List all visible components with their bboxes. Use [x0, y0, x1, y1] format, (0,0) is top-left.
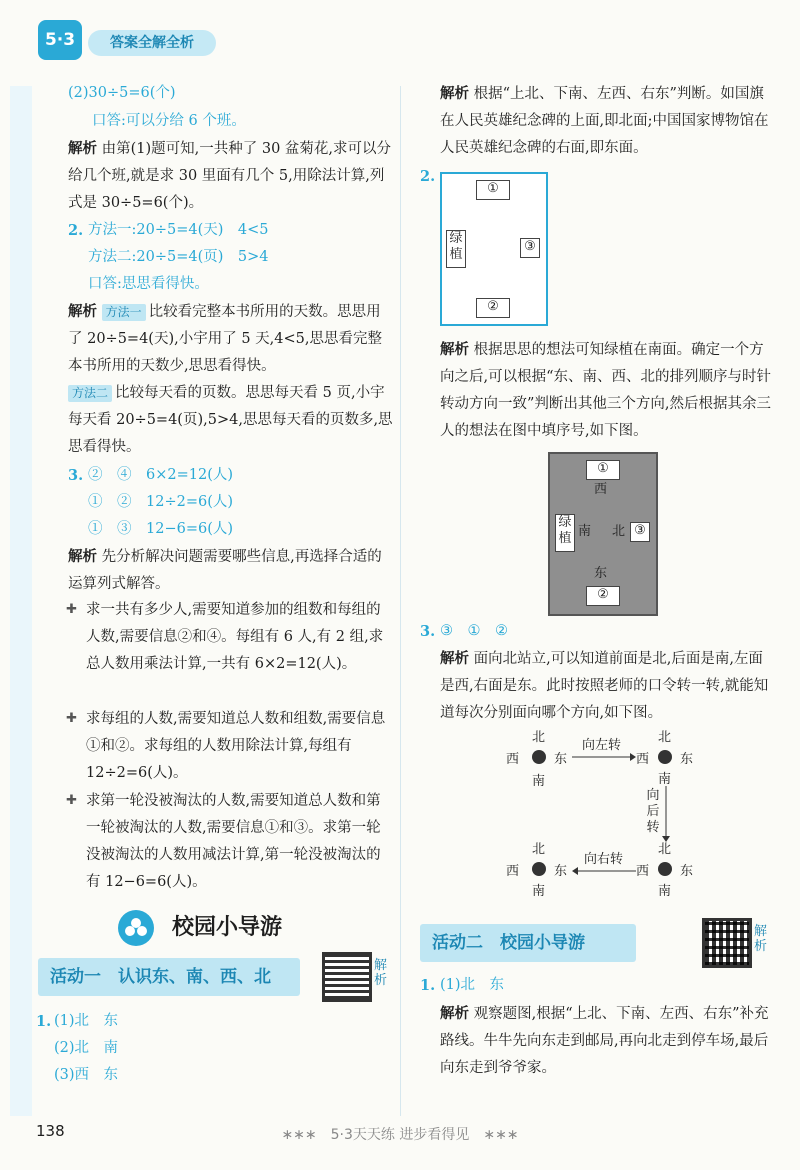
r-ans1-number: 1. — [420, 977, 436, 994]
left-margin-strip — [10, 86, 32, 1116]
arrow-down-icon — [661, 786, 671, 842]
analysis-2b — [68, 380, 393, 461]
section-title: 校园小导游 — [172, 915, 283, 940]
turning-diagram-bottom — [500, 842, 710, 902]
analysis-r3 — [440, 645, 775, 727]
activity-1-banner: 活动一 认识东、南、西、北 — [38, 958, 300, 996]
q3-line3: ① ③ 12−6=6(人) — [88, 521, 234, 537]
q3-number: 3. — [68, 467, 84, 484]
person-icon — [658, 750, 672, 764]
p1-north: 北 — [532, 730, 546, 745]
bullet-2: 求每组的人数,需要知道总人数和组数,需要信息①和②。求每组的人数用除法计算,每组有 12÷2=6(人)。 — [86, 711, 386, 781]
analysis-label: 解析 — [440, 85, 469, 102]
figure-map-1 — [440, 172, 548, 326]
q3-line2: ① ② 12÷2=6(人) — [88, 494, 234, 510]
fig2-east: 东 — [594, 566, 608, 581]
ans1-number: 1. — [36, 1013, 52, 1030]
fig2-right-box: ③ — [630, 522, 650, 542]
turn-back-label: 向后转 — [646, 788, 660, 835]
analysis-text: 根据思思的想法可知绿植在南面。确定一个方向之后,可以根据“东、南、西、北的排列顺序与时针转动方向一致”判断出其他三个方向,然后根据其余三人的想法在图中填序号,如下图。 — [440, 342, 772, 439]
p4-north: 北 — [658, 842, 672, 857]
arrow-left-icon — [572, 866, 636, 876]
analysis-2 — [68, 298, 393, 380]
page-number: 138 — [36, 1122, 65, 1140]
qr-code[interactable] — [322, 952, 372, 1002]
turn-right-label: 向右转 — [584, 852, 624, 867]
figure-map-2 — [548, 452, 658, 616]
q2-method2: 方法二:20÷5=4(页) 5>4 — [88, 249, 269, 265]
p3-east: 东 — [554, 864, 568, 879]
arrow-right-icon — [572, 752, 636, 762]
q2-number: 2. — [68, 222, 84, 239]
p4-east: 东 — [680, 864, 694, 879]
activity-2-banner: 活动二 校园小导游 — [420, 924, 636, 962]
fig2-left-box: 绿植 — [555, 514, 575, 552]
q2-answer: 口答:思思看得快。 — [88, 276, 209, 292]
fig2-north: 北 — [612, 524, 626, 539]
q2-method1: 方法一:20÷5=4(天) 4<5 — [88, 222, 269, 238]
analysis-text: 比较每天看的页数。思思每天看 5 页,小宇每天看 20÷5=4(页),5>4,思思每天看的页数多,思思看得快。 — [68, 385, 393, 455]
analysis-label: 解析 — [440, 1005, 469, 1022]
analysis-text: 比较看完整本书所用的天数。思思用了 20÷5=4(天),小宇用了 5 天,4<5,思思看完整本书所用的天数少,思思看得快。 — [68, 304, 382, 374]
brand-logo: 5·3 — [38, 20, 82, 60]
analysis-text: 根据“上北、下南、左西、右东”判断。如国旗在人民英雄纪念碑的上面,即北面;中国国家博物馆在人民英雄纪念碑的右面,即东面。 — [440, 86, 769, 156]
p4-south: 南 — [658, 884, 672, 899]
p1-west: 西 — [506, 752, 520, 767]
analysis-label: 解析 — [68, 548, 97, 565]
r-q2-number: 2. — [420, 168, 436, 185]
flower-icon — [118, 910, 154, 946]
p3-west: 西 — [506, 864, 520, 879]
plus-bullet-icon: ✚ — [66, 793, 77, 808]
ans1-line3: (3)西 东 — [54, 1067, 119, 1083]
p2-south: 南 — [658, 772, 672, 787]
qr-label: 解析 — [754, 924, 768, 954]
fig2-south: 南 — [578, 524, 592, 539]
analysis-1 — [68, 135, 393, 217]
analysis-label: 解析 — [68, 303, 97, 320]
fig1-top-box: ① — [476, 180, 510, 200]
fig1-right-box: ③ — [520, 238, 540, 258]
p3-north: 北 — [532, 842, 546, 857]
p2-west: 西 — [636, 752, 650, 767]
analysis-text: 先分析解决问题需要哪些信息,再选择合适的运算列式解答。 — [68, 549, 382, 592]
analysis-label: 解析 — [68, 140, 97, 157]
analysis-text: 观察题图,根据“上北、下南、左西、右东”补充路线。牛牛先向东走到邮局,再向北走到停车场,最后向东走到爷爷家。 — [440, 1006, 769, 1076]
analysis-text: 由第(1)题可知,一共种了 30 盆菊花,求可以分给几个班,就是求 30 里面有几个 5,用除法计算,列式是 30÷5=6(个)。 — [68, 141, 392, 211]
analysis-3 — [68, 543, 393, 598]
answer-line: 口答:可以分给 6 个班。 — [92, 113, 246, 129]
p1-east: 东 — [554, 752, 568, 767]
fig1-left-box: 绿植 — [446, 230, 466, 268]
ans1-line2: (2)北 南 — [54, 1040, 119, 1056]
analysis-r0 — [440, 80, 775, 162]
qr-code[interactable] — [702, 918, 752, 968]
turn-left-label: 向左转 — [582, 738, 622, 753]
person-icon — [532, 862, 546, 876]
person-icon — [532, 750, 546, 764]
p1-south: 南 — [532, 774, 546, 789]
column-divider — [400, 86, 401, 1116]
bullet-1: 求一共有多少人,需要知道参加的组数和每组的人数,需要信息②和④。每组有 6 人,有 2 组,求总人数用乘法计算,一共有 6×2=12(人)。 — [86, 602, 384, 672]
method-tag: 方法二 — [68, 385, 112, 402]
header-title: 答案全解全析 — [88, 30, 216, 56]
fig2-west: 西 — [594, 482, 608, 497]
analysis-label: 解析 — [440, 650, 469, 667]
q3-line1: ② ④ 6×2=12(人) — [88, 467, 234, 483]
r-q3-answer: ③ ① ② — [440, 623, 508, 639]
footer-slogan: ∗∗∗ 5·3天天练 进步看得见 ∗∗∗ — [281, 1127, 519, 1143]
calc-line: (2)30÷5=6(个) — [68, 85, 176, 101]
fig2-bottom-box: ② — [586, 586, 620, 606]
plus-bullet-icon: ✚ — [66, 711, 77, 726]
ans1-line1: (1)北 东 — [54, 1013, 119, 1029]
fig2-top-box: ① — [586, 460, 620, 480]
p3-south: 南 — [532, 884, 546, 899]
analysis-r4 — [440, 1000, 775, 1082]
analysis-label: 解析 — [440, 341, 469, 358]
p2-north: 北 — [658, 730, 672, 745]
fig1-bottom-box: ② — [476, 298, 510, 318]
person-icon — [658, 862, 672, 876]
r-ans1: (1)北 东 — [440, 977, 505, 993]
p4-west: 西 — [636, 864, 650, 879]
analysis-text: 面向北站立,可以知道前面是北,后面是南,左面是西,右面是东。此时按照老师的口令转一转,就能知道每次分别面向哪个方向,如下图。 — [440, 651, 769, 721]
p2-east: 东 — [680, 752, 694, 767]
bullet-3: 求第一轮没被淘汰的人数,需要知道总人数和第一轮被淘汰的人数,需要信息①和③。求第一轮没被淘汰的人数用减法计算,第一轮没被淘汰的有 12−6=6(人)。 — [86, 793, 381, 890]
method-tag: 方法一 — [102, 304, 146, 321]
r-q3-number: 3. — [420, 623, 436, 640]
analysis-r2 — [440, 336, 775, 445]
qr-label: 解析 — [374, 958, 388, 988]
plus-bullet-icon: ✚ — [66, 602, 77, 617]
